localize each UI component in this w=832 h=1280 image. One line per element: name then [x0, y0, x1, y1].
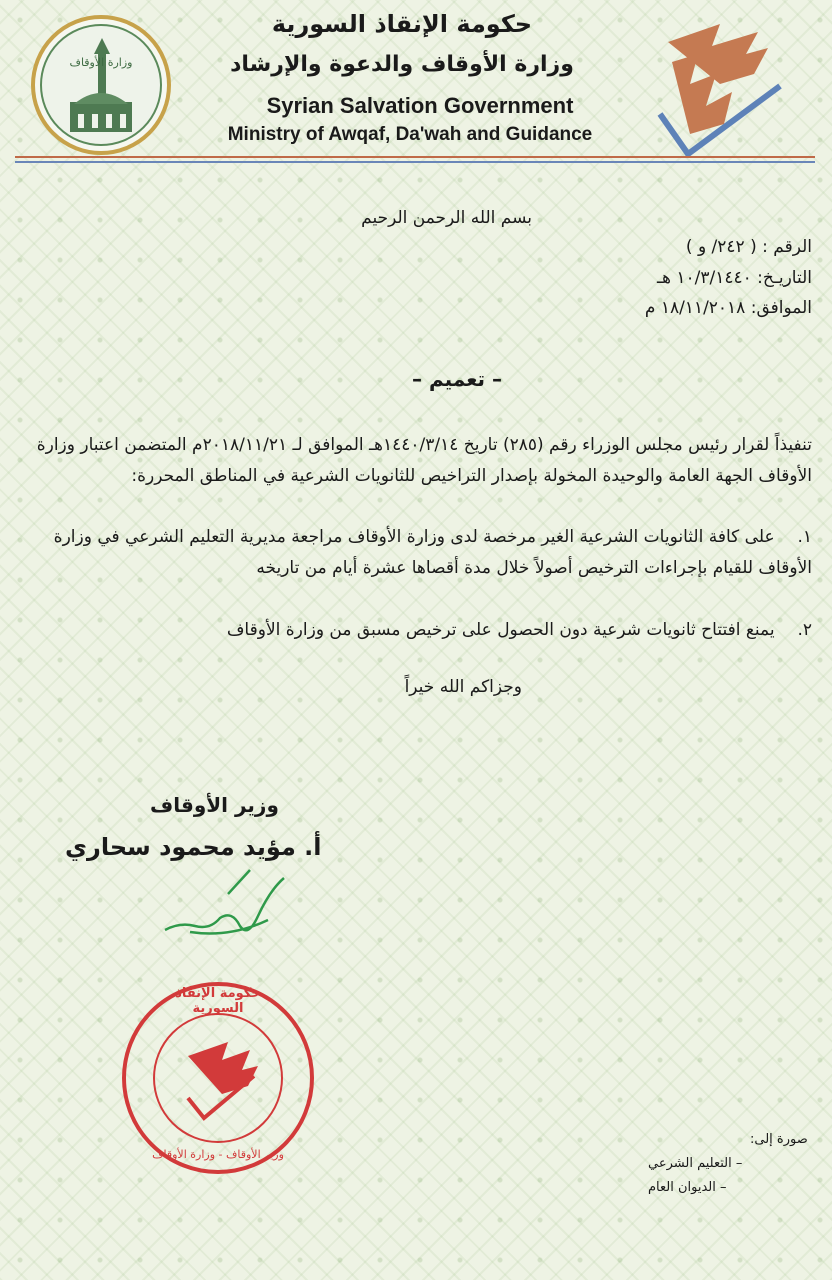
seal-text: وزارة الأوقاف — [69, 56, 133, 69]
header-rule-bottom — [15, 161, 815, 163]
intro-paragraph: تنفيذاً لقرار رئيس مجلس الوزراء رقم (٢٨٥) تاريخ ١٤٤٠/٣/١٤هـ الموافق لـ ٢٠١٨/١١/٢١م المتضمن اعتبار وزارة الأوقاف الجهة العامة والوحيدة المخولة بإصدار التراخيص للثانويات الشرعية في المناطق المحررة: — [36, 435, 812, 486]
copies-list-item: – التعليم الشرعي — [648, 1156, 743, 1171]
header-subtitle-english: Ministry of Awqaf, Da'wah and Guidance — [227, 124, 593, 145]
basmala: بسم الله الرحمن الرحيم — [361, 208, 532, 228]
closing-line: وجزاكم الله خيراً — [404, 677, 522, 697]
header-subtitle-arabic: وزارة الأوقاف والدعوة والإرشاد — [230, 52, 574, 77]
minister-title: وزير الأوقاف — [150, 793, 279, 817]
handwritten-signature — [160, 860, 300, 950]
list-item-number: ٢. — [797, 620, 812, 640]
copies-list-item: – الديوان العام — [648, 1180, 727, 1195]
list-item — [12, 522, 812, 584]
reference-number: الرقم : ( ٢٤٢/ و ) — [685, 237, 812, 257]
reference-hijri-date: التاريـخ: ١٠/٣/١٤٤٠ هـ — [657, 268, 812, 288]
syria-logo-icon — [650, 14, 790, 164]
header-title-arabic: حكومة الإنقاذ السورية — [271, 10, 533, 38]
official-stamp — [118, 978, 318, 1178]
list-item-text: على كافة الثانويات الشرعية الغير مرخصة لدى وزارة الأوقاف مراجعة مديرية التعليم الشرعي في وزارة الأوقاف للقيام بإجراءات الترخيص أصولاً خلال مدة أقصاها عشرة أيام من تاريخه — [53, 527, 812, 578]
minister-name: أ. مؤيد محمود سحاري — [65, 833, 322, 861]
header-title-english: Syrian Salvation Government — [266, 93, 574, 118]
list-item — [12, 615, 812, 646]
reference-gregorian-date: الموافق: ١٨/١١/٢٠١٨ م — [644, 298, 812, 318]
list-item-text: يمنع افتتاح ثانويات شرعية دون الحصول على ترخيص مسبق من وزارة الأوقاف — [226, 620, 775, 640]
stamp-inner-text: وزير الأوقاف - وزارة الأوقاف — [152, 1148, 284, 1161]
ministry-seal-emblem — [30, 14, 172, 156]
circular-title: – تعميم – — [412, 367, 502, 391]
list-item-number: ١. — [797, 527, 812, 547]
header-rule-top — [15, 156, 815, 158]
stamp-outer-text: حكومة الإنقاذ السورية — [175, 986, 261, 1016]
copies-to-label: صورة إلى: — [750, 1132, 808, 1147]
